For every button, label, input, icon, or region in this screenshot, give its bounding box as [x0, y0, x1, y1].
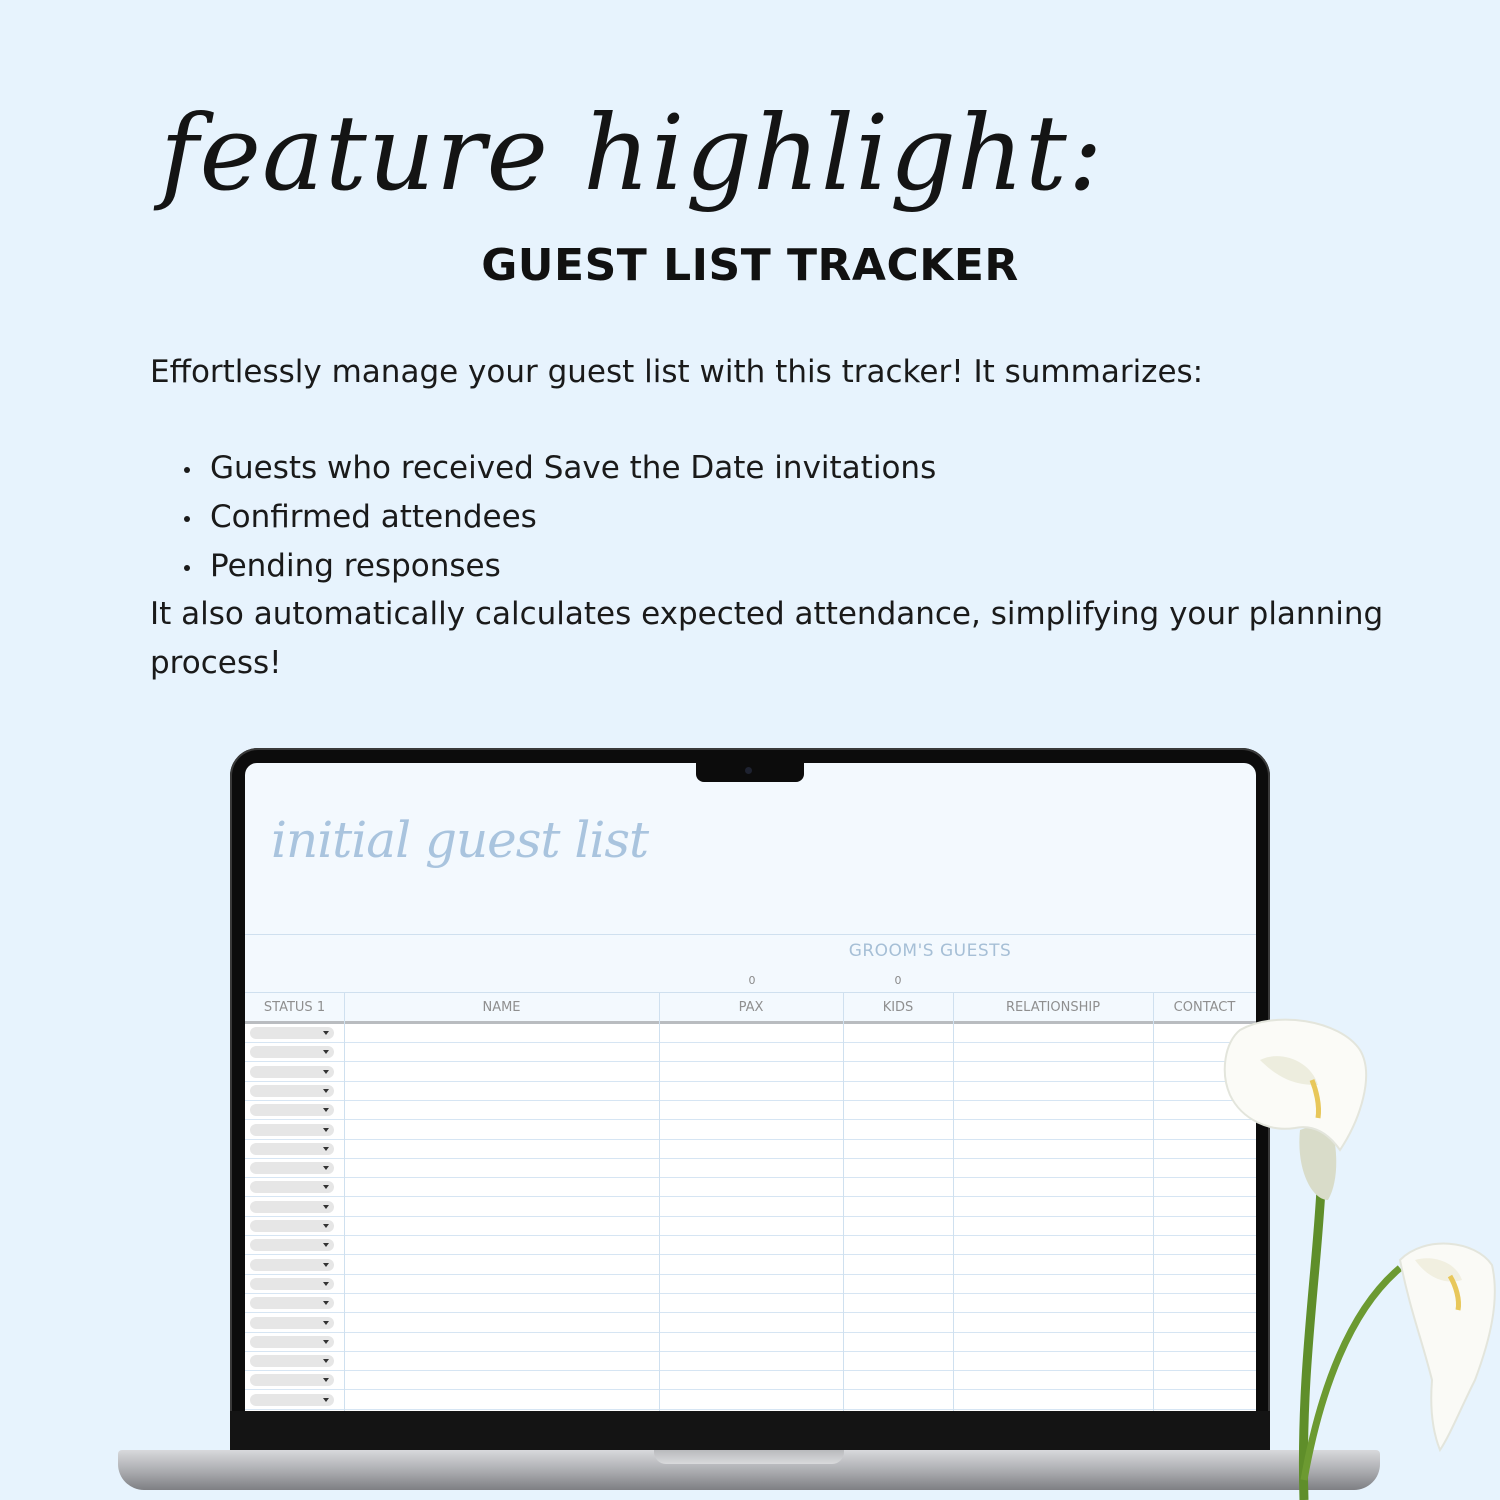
status-dropdown[interactable]: [250, 1104, 334, 1116]
feature-highlight-heading: feature highlight:: [160, 92, 1104, 214]
table-row: [245, 1121, 1256, 1140]
section-label-grooms-guests: GROOM'S GUESTS: [848, 941, 1012, 961]
table-row: [245, 1333, 1256, 1352]
status-dropdown[interactable]: [250, 1201, 334, 1213]
sheet-title: initial guest list: [271, 811, 649, 869]
camera-icon: [745, 767, 752, 774]
intro-paragraph: Effortlessly manage your guest list with this tracker! It summarizes:: [150, 354, 1204, 390]
column-divider: [659, 992, 660, 1411]
caret-down-icon: [323, 1089, 329, 1093]
status-dropdown[interactable]: [250, 1297, 334, 1309]
caret-down-icon: [323, 1359, 329, 1363]
caret-down-icon: [323, 1224, 329, 1228]
lily-petal: [1225, 1020, 1366, 1150]
caret-down-icon: [323, 1321, 329, 1325]
caret-down-icon: [323, 1378, 329, 1382]
status-dropdown[interactable]: [250, 1374, 334, 1386]
caret-down-icon: [323, 1050, 329, 1054]
divider: [245, 934, 1256, 935]
table-row: [245, 1371, 1256, 1390]
caret-down-icon: [323, 1263, 329, 1267]
caret-down-icon: [323, 1128, 329, 1132]
table-row: [245, 1275, 1256, 1294]
caret-down-icon: [323, 1031, 329, 1035]
table-row: [245, 1391, 1256, 1410]
table-row: [245, 1159, 1256, 1178]
column-header-name[interactable]: NAME: [344, 992, 659, 1022]
caret-down-icon: [323, 1147, 329, 1151]
laptop-chin: [230, 1411, 1270, 1451]
table-row: [245, 1063, 1256, 1082]
bullet-item: Confirmed attendees: [182, 493, 936, 542]
caret-down-icon: [323, 1301, 329, 1305]
caret-down-icon: [323, 1166, 329, 1170]
table-row: [245, 1140, 1256, 1159]
caret-down-icon: [323, 1398, 329, 1402]
caret-down-icon: [323, 1185, 329, 1189]
column-header-contact[interactable]: CONTACT: [1153, 992, 1256, 1022]
feature-bullet-list: [182, 444, 936, 591]
column-header-pax[interactable]: PAX: [659, 992, 843, 1022]
table-row: [245, 1198, 1256, 1217]
column-divider: [1153, 992, 1154, 1411]
pax-total: 0: [748, 974, 756, 987]
status-dropdown[interactable]: [250, 1278, 334, 1290]
table-row: [245, 1352, 1256, 1371]
column-divider: [843, 992, 844, 1411]
outro-paragraph: It also automatically calculates expected attendance, simplifying your planning process!: [150, 596, 1384, 681]
bullet-item: Guests who received Save the Date invitations: [182, 444, 936, 493]
caret-down-icon: [323, 1070, 329, 1074]
page-subtitle: GUEST LIST TRACKER: [481, 240, 1019, 291]
status-dropdown[interactable]: [250, 1162, 334, 1174]
table-row: [245, 1256, 1256, 1275]
table-row: [245, 1294, 1256, 1313]
table-row: [245, 1178, 1256, 1197]
table-row: [245, 1024, 1256, 1043]
table-row: [245, 1217, 1256, 1236]
table-row: [245, 1043, 1256, 1062]
table-row: [245, 1236, 1256, 1255]
status-dropdown[interactable]: [250, 1143, 334, 1155]
column-header-status[interactable]: STATUS 1: [245, 992, 344, 1022]
status-dropdown[interactable]: [250, 1317, 334, 1329]
status-dropdown[interactable]: [250, 1066, 334, 1078]
caret-down-icon: [323, 1243, 329, 1247]
table-row: [245, 1101, 1256, 1120]
status-dropdown[interactable]: [250, 1336, 334, 1348]
laptop-screen: [245, 763, 1256, 1411]
status-dropdown[interactable]: [250, 1239, 334, 1251]
status-dropdown[interactable]: [250, 1220, 334, 1232]
caret-down-icon: [323, 1108, 329, 1112]
caret-down-icon: [323, 1205, 329, 1209]
caret-down-icon: [323, 1340, 329, 1344]
table-row: [245, 1082, 1256, 1101]
status-dropdown[interactable]: [250, 1355, 334, 1367]
table-row: [245, 1314, 1256, 1333]
column-divider: [344, 992, 345, 1411]
guest-table-body: [245, 1024, 1256, 1411]
status-dropdown[interactable]: [250, 1259, 334, 1271]
laptop-opening-lip: [654, 1450, 844, 1464]
lily-stem: [1304, 1268, 1400, 1480]
column-header-relationship[interactable]: RELATIONSHIP: [953, 992, 1153, 1022]
status-dropdown[interactable]: [250, 1181, 334, 1193]
status-dropdown[interactable]: [250, 1124, 334, 1136]
status-dropdown[interactable]: [250, 1046, 334, 1058]
column-header-kids[interactable]: KIDS: [843, 992, 953, 1022]
bullet-item: Pending responses: [182, 542, 936, 591]
caret-down-icon: [323, 1282, 329, 1286]
kids-total: 0: [894, 974, 902, 987]
status-dropdown[interactable]: [250, 1394, 334, 1406]
status-dropdown[interactable]: [250, 1027, 334, 1039]
status-dropdown[interactable]: [250, 1085, 334, 1097]
calla-lily-decoration: [1200, 1010, 1500, 1500]
column-divider: [953, 992, 954, 1411]
